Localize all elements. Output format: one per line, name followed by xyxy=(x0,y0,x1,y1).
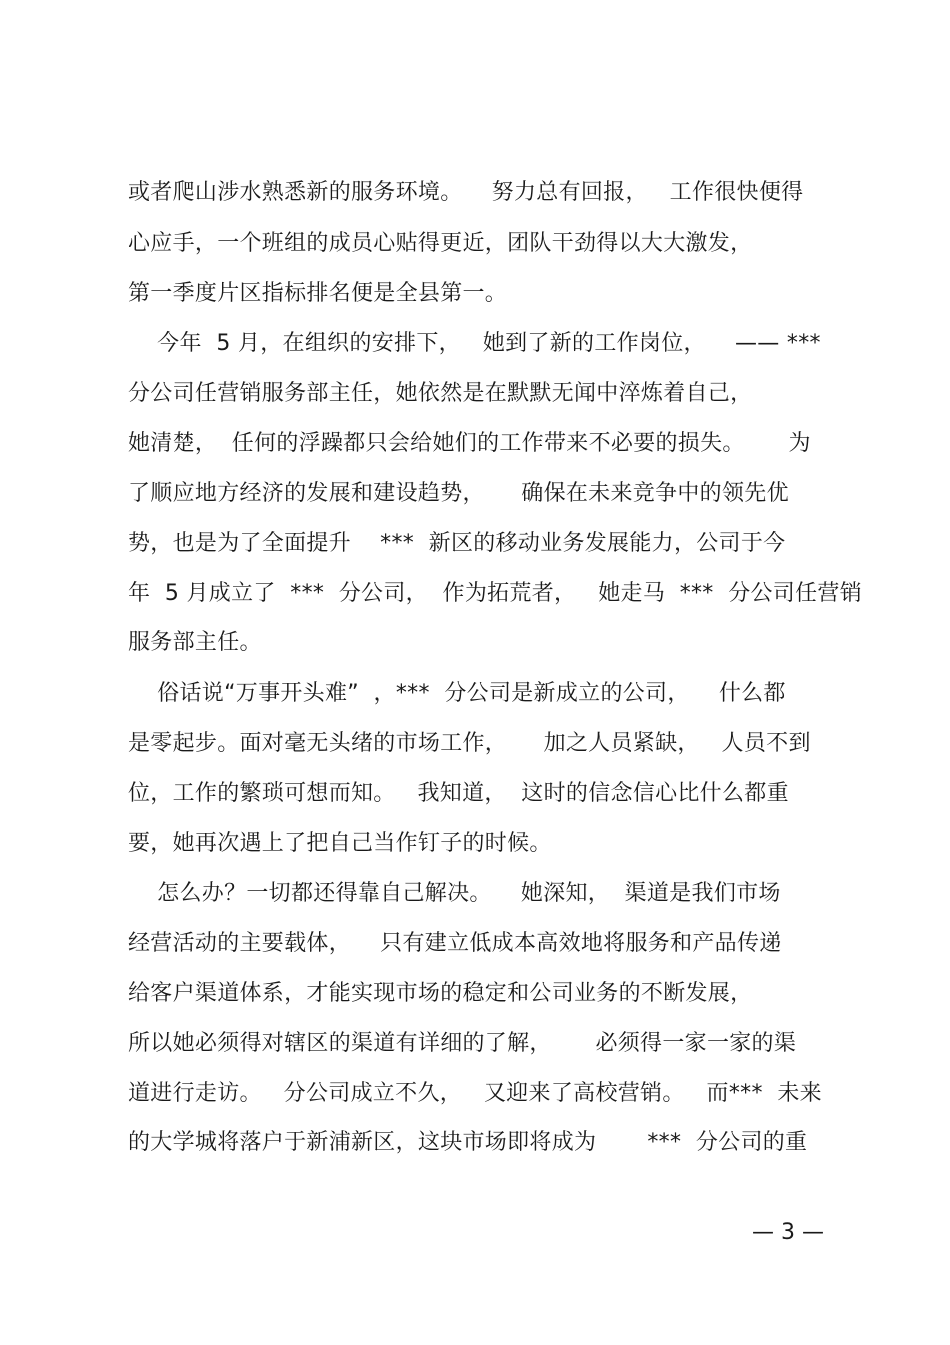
text-line: 了顺应地方经济的发展和建设趋势， 确保在未来竞争中的领先优 xyxy=(128,481,789,506)
text-line: 年 5 月成立了 *** 分公司， 作为拓荒者， 她走马 *** 分公司任营销 xyxy=(128,581,862,606)
text-line: 她清楚， 任何的浮躁都只会给她们的工作带来不必要的损失。 为 xyxy=(128,431,811,456)
text-line: 道进行走访。 分公司成立不久， 又迎来了高校营销。 而*** 未来 xyxy=(128,1081,822,1106)
text-line: 位，工作的繁琐可想而知。 我知道， 这时的信念信心比什么都重 xyxy=(128,781,789,806)
text-line: 经营活动的主要载体， 只有建立低成本高效地将服务和产品传递 xyxy=(128,931,782,956)
text-line: 势，也是为了全面提升 *** 新区的移动业务发展能力，公司于今 xyxy=(128,531,786,556)
text-line: 分公司任营销服务部主任，她依然是在默默无闻中淬炼着自己， xyxy=(128,381,753,406)
text-line: 或者爬山涉水熟悉新的服务环境。 努力总有回报， 工作很快便得 xyxy=(128,180,804,205)
text-line: 怎么办？一切都还得靠自己解决。 她深知， 渠道是我们市场 xyxy=(128,881,781,906)
text-line: 第一季度片区指标排名便是全县第一。 xyxy=(128,281,508,306)
text-line: 要，她再次遇上了把自己当作钉子的时候。 xyxy=(128,831,552,856)
text-line: 俗话说“万事开头难” ，*** 分公司是新成立的公司， 什么都 xyxy=(128,681,786,706)
text-line: 的大学城将落户于新浦新区，这块市场即将成为 *** 分公司的重 xyxy=(128,1130,808,1155)
text-line: 是零起步。面对毫无头绪的市场工作， 加之人员紧缺， 人员不到 xyxy=(128,731,811,756)
text-line: 今年 5 月，在组织的安排下， 她到了新的工作岗位， —— *** xyxy=(128,331,821,356)
text-line: 心应手，一个班组的成员心贴得更近，团队干劲得以大大激发， xyxy=(128,231,753,256)
page-number: — 3 — xyxy=(752,1220,824,1245)
text-line: 服务部主任。 xyxy=(128,630,262,655)
text-line: 给客户渠道体系，才能实现市场的稳定和公司业务的不断发展， xyxy=(128,981,753,1006)
text-line: 所以她必须得对辖区的渠道有详细的了解， 必须得一家一家的渠 xyxy=(128,1031,797,1056)
